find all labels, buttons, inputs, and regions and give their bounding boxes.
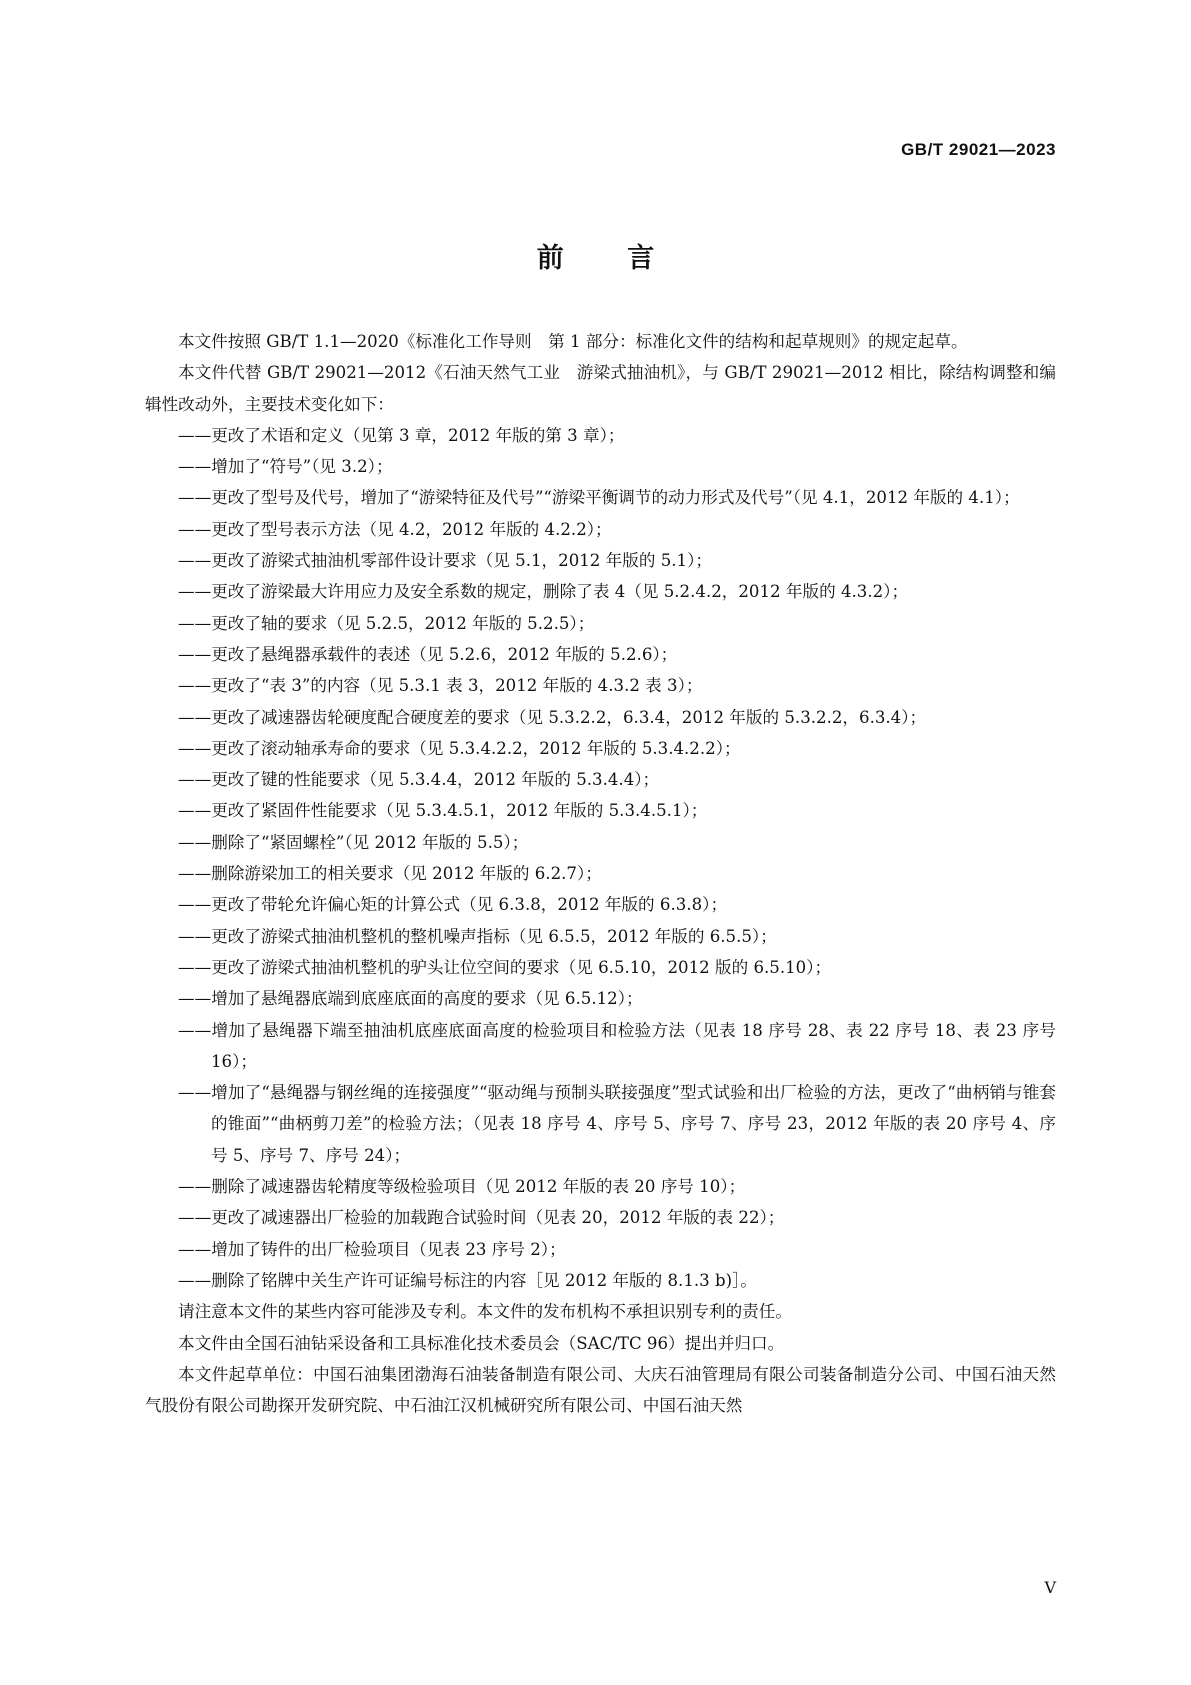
change-item: ——删除了铭牌中关生产许可证编号标注的内容［见 2012 年版的 8.1.3 b)］。 [178, 1270, 757, 1290]
change-item: ——更改了游梁式抽油机零部件设计要求（见 5.1，2012 年版的 5.1）； [178, 551, 712, 571]
change-item: ——删除游梁加工的相关要求（见 2012 年版的 6.2.7）； [178, 864, 602, 884]
change-item: ——更改了带轮允许偏心矩的计算公式（见 6.3.8，2012 年版的 6.3.8）； [178, 895, 728, 915]
closing-paragraph: 本文件起草单位：中国石油集团渤海石油装备制造有限公司、大庆石油管理局有限公司装备制造分公司、中国石油天然气股份有限公司勘探开发研究院、中石油江汉机械研究所有限公司、中国石油天然 [145, 1364, 1056, 1416]
change-item: ——更改了游梁式抽油机整机的整机噪声指标（见 6.5.5，2012 年版的 6.5.5）； [178, 926, 777, 946]
change-item: ——更改了型号表示方法（见 4.2，2012 年版的 4.2.2）； [178, 519, 612, 539]
change-item: ——更改了型号及代号，增加了“游梁特征及代号”“游梁平衡调节的动力形式及代号”（见 4.1，2012 年版的 4.1）； [178, 488, 1020, 508]
change-item: ——增加了铸件的出厂检验项目（见表 23 序号 2）； [178, 1239, 566, 1259]
change-item: ——更改了键的性能要求（见 5.3.4.4，2012 年版的 5.3.4.4）； [178, 770, 660, 790]
change-item: ——更改了减速器齿轮硬度配合硬度差的要求（见 5.3.2.2，6.3.4，2012 年版的 5.3.2.2，6.3.4）； [178, 707, 927, 727]
preface-body [145, 326, 1056, 1421]
page-number: V [1044, 1578, 1056, 1597]
closing-paragraph: 本文件由全国石油钻采设备和工具标准化技术委员会（SAC/TC 96）提出并归口。 [178, 1333, 785, 1353]
change-item: ——更改了术语和定义（见第 3 章，2012 年版的第 3 章）； [178, 425, 625, 445]
change-item: ——删除了“紧固螺栓”（见 2012 年版的 5.5）； [178, 832, 529, 852]
intro-paragraph: 本文件代替 GB/T 29021—2012《石油天然气工业 游梁式抽油机》，与 GB/T 29021—2012 相比，除结构调整和编辑性改动外，主要技术变化如下： [145, 363, 1056, 414]
change-item: ——更改了轴的要求（见 5.2.5，2012 年版的 5.2.5）； [178, 613, 595, 633]
change-item: ——增加了“符号”（见 3.2）； [178, 457, 393, 477]
intro-paragraph: 本文件按照 GB/T 1.1—2020《标准化工作导则 第 1 部分：标准化文件的结构和起草规则》的规定起草。 [178, 332, 968, 351]
change-item: ——更改了悬绳器承载件的表述（见 5.2.6，2012 年版的 5.2.6）； [178, 644, 678, 664]
change-item: ——更改了游梁式抽油机整机的驴头让位空间的要求（见 6.5.10，2012 版的 6.5.10）； [178, 957, 832, 977]
change-item: ——更改了紧固件性能要求（见 5.3.4.5.1，2012 年版的 5.3.4.5.1）； [178, 801, 708, 821]
change-item: ——更改了滚动轴承寿命的要求（见 5.3.4.2.2，2012 年版的 5.3.4.2.2）； [178, 738, 741, 758]
change-item: ——增加了悬绳器下端至抽油机底座底面高度的检验项目和检验方法（见表 18 序号 28、表 22 序号 18、表 23 序号 16）； [178, 1020, 1056, 1071]
change-item: ——更改了减速器出厂检验的加载跑合试验时间（见表 20，2012 年版的表 22）； [178, 1208, 785, 1228]
closing-paragraph: 请注意本文件的某些内容可能涉及专利。本文件的发布机构不承担识别专利的责任。 [178, 1302, 792, 1322]
change-item: ——删除了减速器齿轮精度等级检验项目（见 2012 年版的表 20 序号 10）； [178, 1177, 746, 1197]
standard-number: GB/T 29021—2023 [901, 140, 1056, 159]
page-title: 前 言 [536, 243, 655, 274]
change-item: ——更改了“表 3”的内容（见 5.3.1 表 3，2012 年版的 4.3.2 表 3）； [178, 676, 703, 696]
change-item: ——更改了游梁最大许用应力及安全系数的规定，删除了表 4（见 5.2.4.2，2012 年版的 4.3.2）； [178, 582, 909, 602]
change-item: ——增加了悬绳器底端到底座底面的高度的要求（见 6.5.12）； [178, 989, 643, 1009]
change-item: ——增加了“悬绳器与钢丝绳的连接强度”“驱动绳与预制头联接强度”型式试验和出厂检验的方法，更改了“曲柄销与锥套的锥面”“曲柄剪刀差”的检验方法；（见表 18 序号 4、序号 5、序号 7、序号 23，2012 年版的表 20 序号 4、序号 5、序号 7、序号 24）； [178, 1083, 1056, 1165]
